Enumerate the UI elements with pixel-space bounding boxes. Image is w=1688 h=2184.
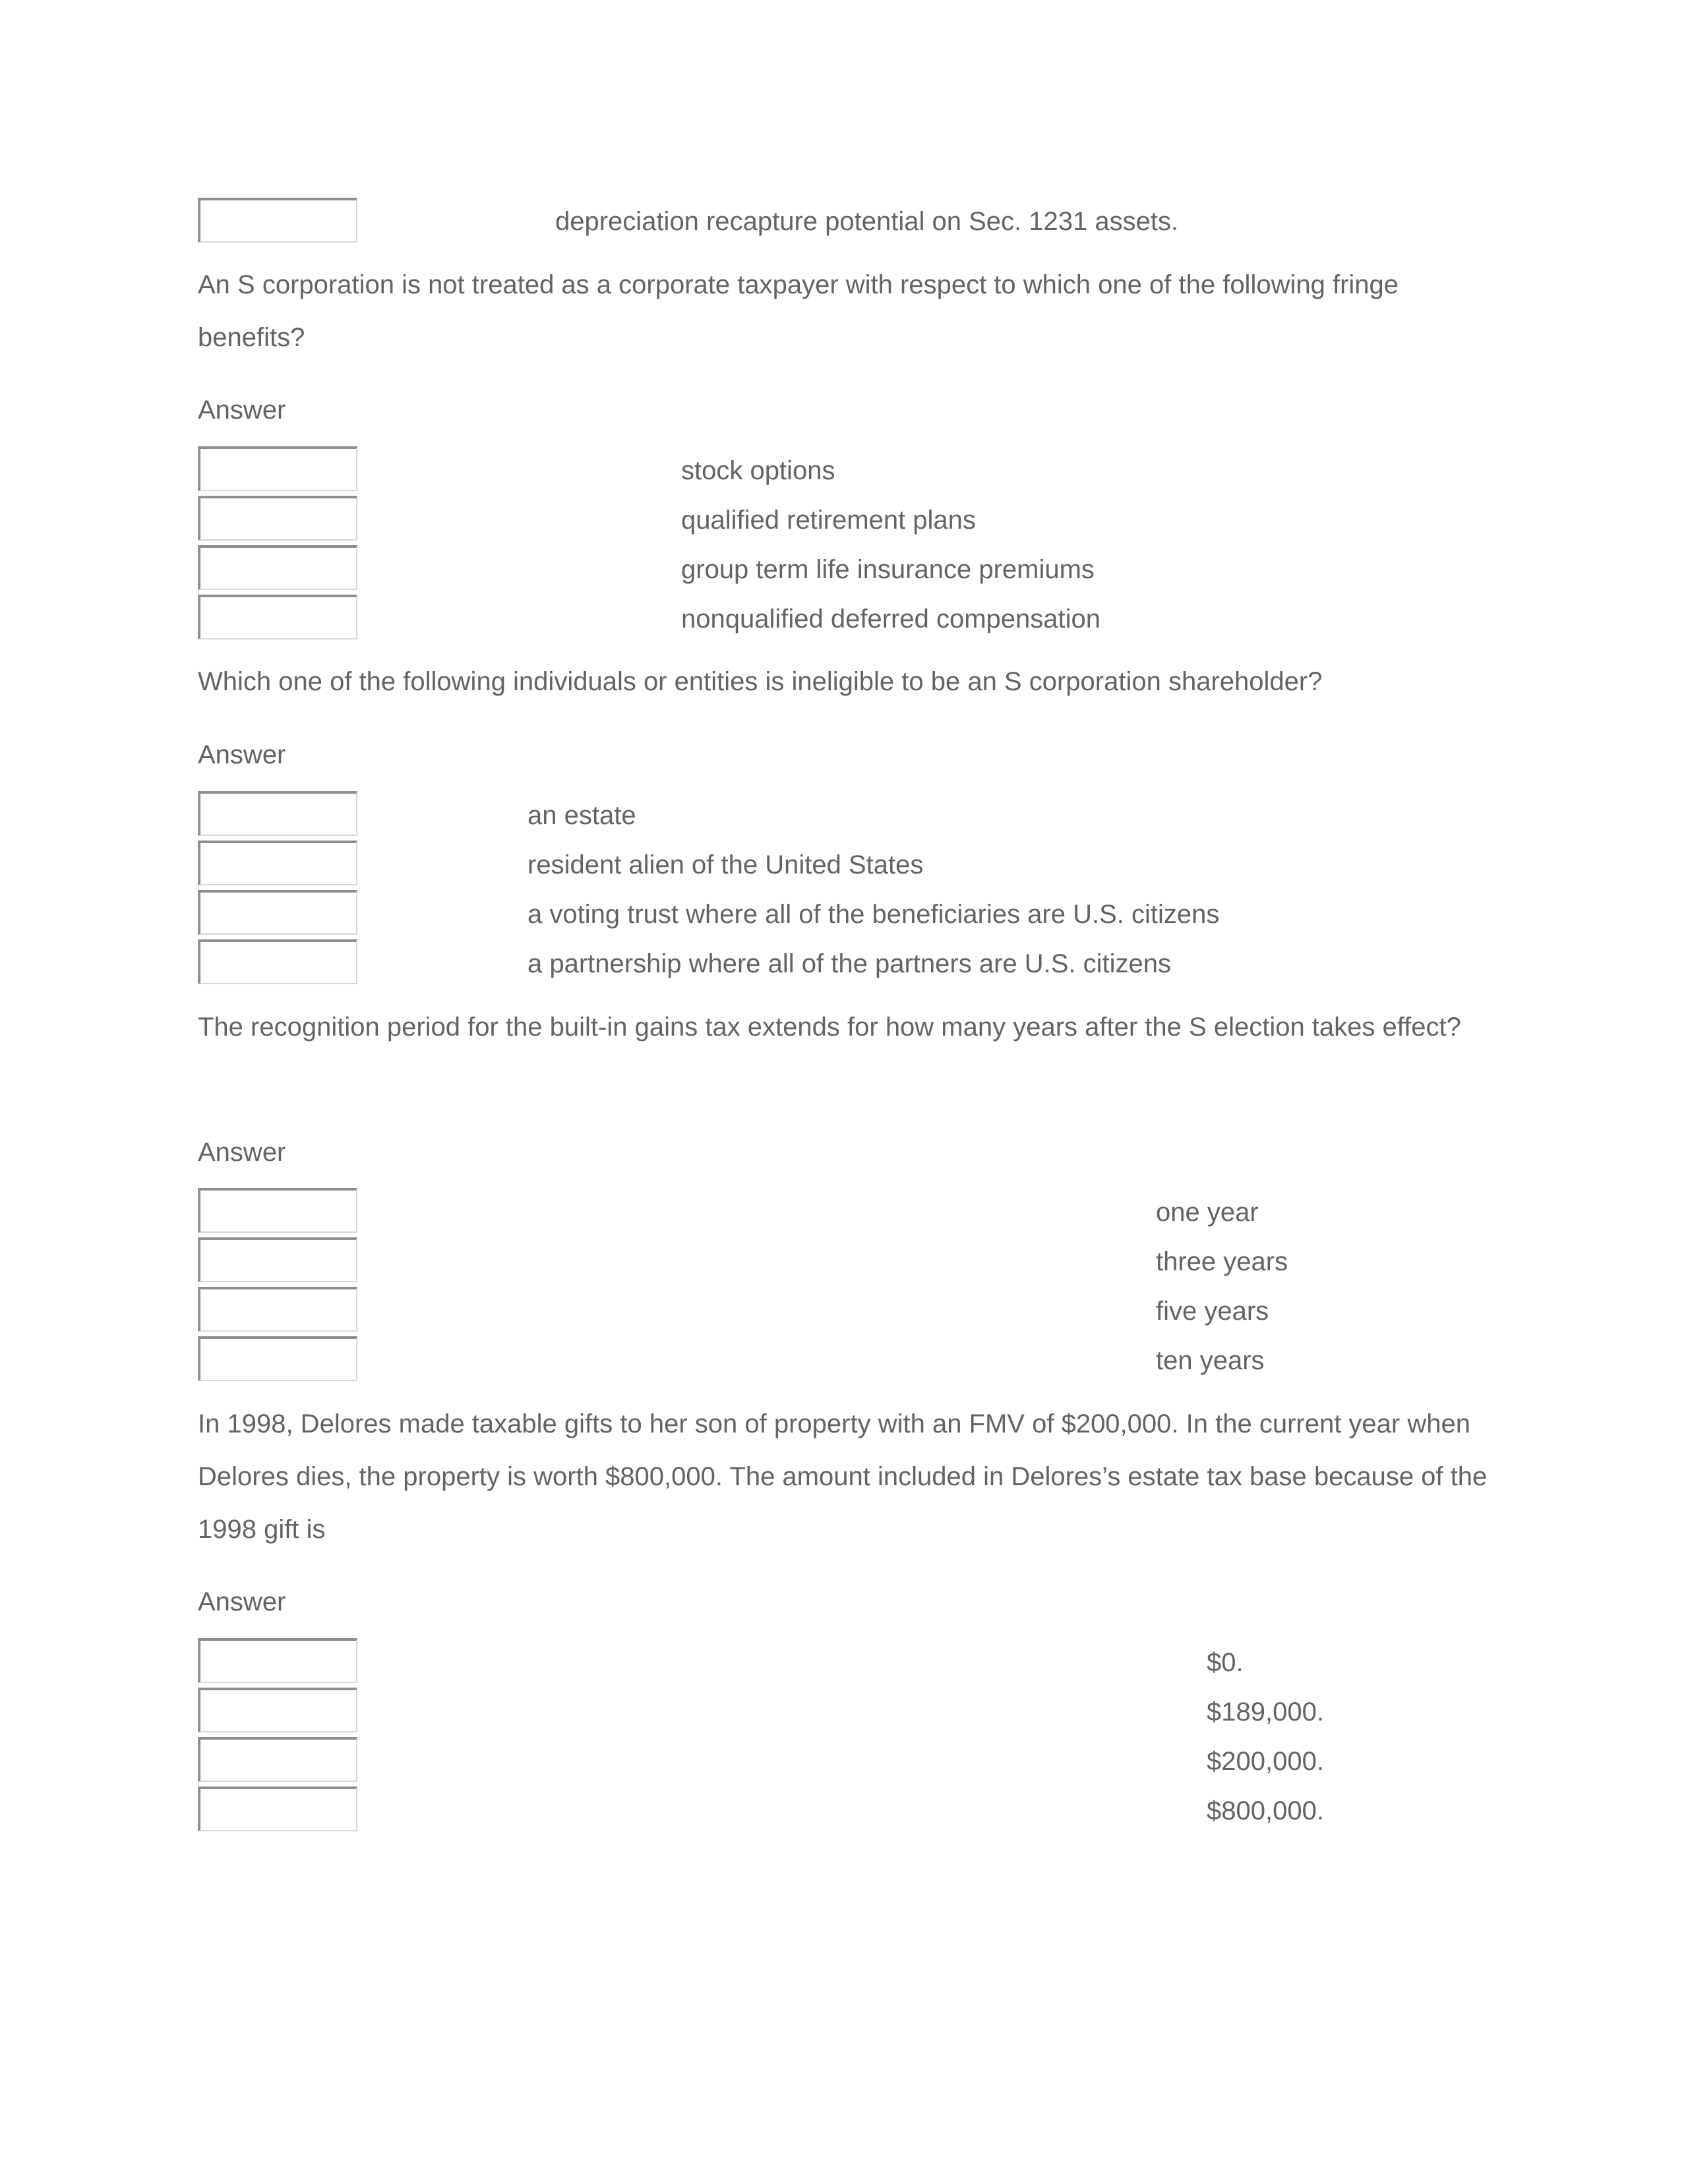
answer-checkbox[interactable] xyxy=(198,939,357,984)
answer-option: qualified retirement plans xyxy=(681,506,976,535)
answer-option: resident alien of the United States xyxy=(528,850,924,879)
answer-option: stock options xyxy=(681,456,835,485)
answer-checkbox[interactable] xyxy=(198,841,357,885)
answer-option: a partnership where all of the partners are U.S. citizens xyxy=(528,949,1172,978)
answer-label: Answer xyxy=(198,740,286,769)
answer-option: nonqualified deferred compensation xyxy=(681,605,1100,634)
question-text: The recognition period for the built-in gains tax extends for how many years after the S election takes effect? xyxy=(198,1013,1461,1042)
answer-option: $800,000. xyxy=(1207,1796,1324,1825)
answer-option: an estate xyxy=(528,801,636,830)
answer-checkbox[interactable] xyxy=(198,446,357,491)
answer-checkbox[interactable] xyxy=(198,1786,357,1831)
answer-option: three years xyxy=(1156,1247,1288,1276)
answer-checkbox[interactable] xyxy=(198,1336,357,1381)
question-text: Which one of the following individuals or entities is ineligible to be an S corporation shareholder? xyxy=(198,667,1323,696)
answer-label: Answer xyxy=(198,1587,286,1616)
answer-option: one year xyxy=(1156,1198,1259,1227)
answer-label: Answer xyxy=(198,396,286,425)
question-text: An S corporation is not treated as a corporate taxpayer with respect to which one of the following fringe benefits? xyxy=(198,270,1399,352)
answer-checkbox[interactable] xyxy=(198,1188,357,1233)
answer-checkbox[interactable] xyxy=(198,1737,357,1782)
answer-option: ten years xyxy=(1156,1346,1265,1375)
answer-option: a voting trust where all of the beneficiaries are U.S. citizens xyxy=(528,900,1220,929)
answer-label: Answer xyxy=(198,1138,286,1167)
answer-option: $200,000. xyxy=(1207,1747,1324,1776)
answer-checkbox[interactable] xyxy=(198,1287,357,1332)
answer-checkbox[interactable] xyxy=(198,791,357,836)
answer-checkbox[interactable] xyxy=(198,1237,357,1282)
answer-checkbox[interactable] xyxy=(198,595,357,639)
answer-checkbox[interactable] xyxy=(198,545,357,590)
answer-checkbox[interactable] xyxy=(198,1688,357,1732)
answer-checkbox[interactable] xyxy=(198,496,357,541)
question-text: In 1998, Delores made taxable gifts to her son of property with an FMV of $200,000. In the current year when Delores dies, the property is worth $800,000. The amount included in Delores’s estate tax base because of the 1998 gift is xyxy=(198,1409,1488,1544)
answer-checkbox[interactable] xyxy=(198,198,357,243)
answer-option: $189,000. xyxy=(1207,1697,1324,1727)
answer-option: five years xyxy=(1156,1297,1269,1326)
answer-option: group term life insurance premiums xyxy=(681,555,1095,584)
answer-checkbox[interactable] xyxy=(198,890,357,935)
option-text: depreciation recapture potential on Sec. 1231 assets. xyxy=(555,207,1179,236)
answer-checkbox[interactable] xyxy=(198,1638,357,1683)
answer-option: $0. xyxy=(1207,1648,1244,1677)
